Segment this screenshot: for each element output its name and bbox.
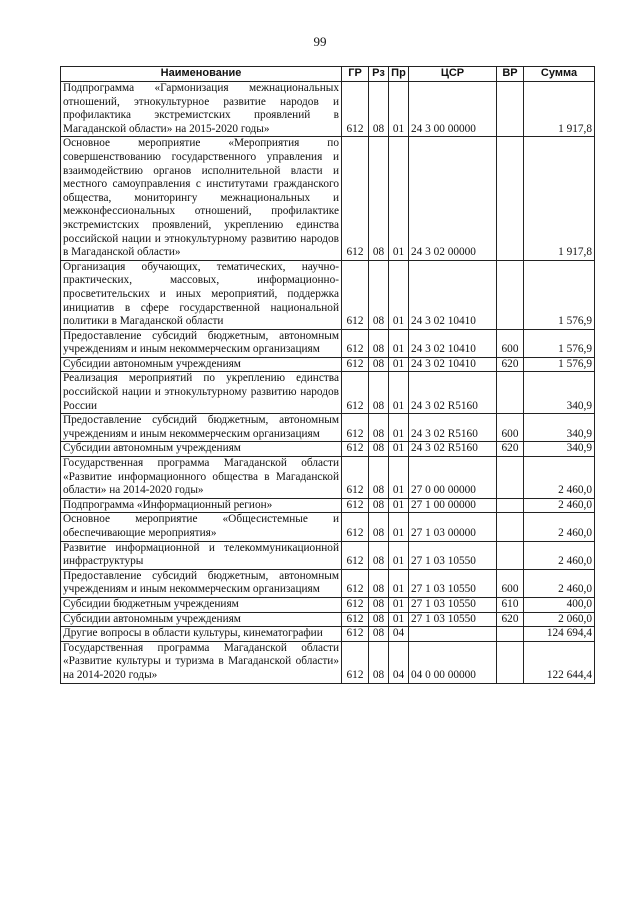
table-row	[61, 82, 595, 137]
cell-vr	[497, 541, 524, 569]
cell-pr: 01	[389, 137, 409, 260]
cell-rz: 08	[369, 513, 389, 541]
cell-gr: 612	[342, 260, 369, 329]
cell-sum: 1 917,8	[524, 137, 595, 260]
cell-name: Предоставление субсидий бюджетным, автономным учреждениям и иным некоммерческим организациям	[61, 569, 342, 597]
cell-pr: 01	[389, 541, 409, 569]
cell-csr: 24 3 02 10410	[409, 260, 497, 329]
header-pr: Пр	[389, 67, 409, 82]
cell-vr: 620	[497, 357, 524, 372]
cell-csr: 27 1 00 00000	[409, 498, 497, 513]
cell-sum: 2 460,0	[524, 457, 595, 499]
cell-gr: 612	[342, 541, 369, 569]
cell-pr: 01	[389, 329, 409, 357]
table-row	[61, 137, 595, 260]
cell-sum: 2 460,0	[524, 498, 595, 513]
table-row	[61, 260, 595, 329]
budget-table	[60, 66, 595, 684]
cell-sum: 340,9	[524, 414, 595, 442]
cell-sum: 340,9	[524, 372, 595, 414]
cell-gr: 612	[342, 137, 369, 260]
cell-vr	[497, 641, 524, 683]
cell-vr: 600	[497, 329, 524, 357]
cell-vr	[497, 137, 524, 260]
cell-rz: 08	[369, 597, 389, 612]
cell-gr: 612	[342, 641, 369, 683]
cell-sum: 1 576,9	[524, 357, 595, 372]
cell-name: Реализация мероприятий по укреплению единства российской нации и этнокультурному развитию народов России	[61, 372, 342, 414]
table-body	[61, 82, 595, 684]
cell-name: Подпрограмма «Информационный регион»	[61, 498, 342, 513]
cell-rz: 08	[369, 612, 389, 627]
cell-name: Подпрограмма «Гармонизация межнациональных отношений, этнокультурное развитие народов и профилактика экстремистских проявлений в Магаданской области» на 2015-2020 годы»	[61, 82, 342, 137]
cell-csr: 27 1 03 10550	[409, 541, 497, 569]
cell-sum: 2 060,0	[524, 612, 595, 627]
cell-csr: 27 1 03 00000	[409, 513, 497, 541]
cell-gr: 612	[342, 442, 369, 457]
cell-sum: 1 917,8	[524, 82, 595, 137]
cell-csr: 24 3 00 00000	[409, 82, 497, 137]
table-row	[61, 569, 595, 597]
cell-vr	[497, 372, 524, 414]
cell-gr: 612	[342, 372, 369, 414]
cell-vr	[497, 513, 524, 541]
cell-rz: 08	[369, 641, 389, 683]
cell-vr	[497, 498, 524, 513]
cell-name: Субсидии автономным учреждениям	[61, 612, 342, 627]
cell-rz: 08	[369, 442, 389, 457]
header-sum: Сумма	[524, 67, 595, 82]
cell-sum: 124 694,4	[524, 627, 595, 642]
header-name: Наименование	[61, 67, 342, 82]
cell-sum: 1 576,9	[524, 329, 595, 357]
cell-csr: 27 1 03 10550	[409, 569, 497, 597]
cell-gr: 612	[342, 414, 369, 442]
cell-vr	[497, 627, 524, 642]
cell-vr	[497, 260, 524, 329]
cell-pr: 01	[389, 597, 409, 612]
table-row	[61, 457, 595, 499]
cell-csr: 24 3 02 R5160	[409, 372, 497, 414]
cell-gr: 612	[342, 569, 369, 597]
cell-rz: 08	[369, 627, 389, 642]
table-row	[61, 541, 595, 569]
cell-csr: 27 1 03 10550	[409, 612, 497, 627]
cell-gr: 612	[342, 329, 369, 357]
cell-gr: 612	[342, 457, 369, 499]
cell-pr: 01	[389, 82, 409, 137]
cell-vr: 620	[497, 612, 524, 627]
cell-name: Государственная программа Магаданской области «Развитие культуры и туризма в Магаданской области» на 2014-2020 годы»	[61, 641, 342, 683]
cell-gr: 612	[342, 513, 369, 541]
cell-sum: 2 460,0	[524, 569, 595, 597]
cell-name: Субсидии автономным учреждениям	[61, 442, 342, 457]
table-row	[61, 627, 595, 642]
table-row	[61, 414, 595, 442]
cell-sum: 400,0	[524, 597, 595, 612]
table-row	[61, 498, 595, 513]
cell-sum: 2 460,0	[524, 513, 595, 541]
table-row	[61, 612, 595, 627]
cell-pr: 01	[389, 498, 409, 513]
cell-vr: 620	[497, 442, 524, 457]
cell-csr: 27 0 00 00000	[409, 457, 497, 499]
cell-name: Основное мероприятие «Общесистемные и обеспечивающие мероприятия»	[61, 513, 342, 541]
cell-pr: 01	[389, 612, 409, 627]
cell-rz: 08	[369, 457, 389, 499]
cell-rz: 08	[369, 372, 389, 414]
cell-gr: 612	[342, 612, 369, 627]
cell-csr: 24 3 02 R5160	[409, 442, 497, 457]
table-row	[61, 597, 595, 612]
cell-pr: 01	[389, 414, 409, 442]
cell-rz: 08	[369, 357, 389, 372]
cell-pr: 01	[389, 457, 409, 499]
cell-rz: 08	[369, 260, 389, 329]
cell-gr: 612	[342, 597, 369, 612]
cell-gr: 612	[342, 498, 369, 513]
header-vr: ВР	[497, 67, 524, 82]
cell-pr: 01	[389, 260, 409, 329]
table-row	[61, 641, 595, 683]
cell-name: Другие вопросы в области культуры, кинематографии	[61, 627, 342, 642]
cell-vr: 600	[497, 569, 524, 597]
cell-sum: 2 460,0	[524, 541, 595, 569]
cell-pr: 01	[389, 372, 409, 414]
cell-gr: 612	[342, 82, 369, 137]
cell-vr: 600	[497, 414, 524, 442]
table-row	[61, 357, 595, 372]
cell-rz: 08	[369, 541, 389, 569]
cell-name: Субсидии автономным учреждениям	[61, 357, 342, 372]
cell-csr: 24 3 02 R5160	[409, 414, 497, 442]
cell-gr: 612	[342, 357, 369, 372]
cell-name: Развитие информационной и телекоммуникационной инфраструктуры	[61, 541, 342, 569]
cell-sum: 122 644,4	[524, 641, 595, 683]
cell-pr: 01	[389, 569, 409, 597]
cell-rz: 08	[369, 498, 389, 513]
table-row	[61, 329, 595, 357]
cell-vr	[497, 457, 524, 499]
cell-rz: 08	[369, 329, 389, 357]
cell-rz: 08	[369, 82, 389, 137]
cell-sum: 1 576,9	[524, 260, 595, 329]
cell-sum: 340,9	[524, 442, 595, 457]
cell-gr: 612	[342, 627, 369, 642]
header-csr: ЦСР	[409, 67, 497, 82]
page-number: 99	[313, 34, 327, 49]
cell-rz: 08	[369, 414, 389, 442]
table-row	[61, 513, 595, 541]
cell-name: Предоставление субсидий бюджетным, автономным учреждениям и иным некоммерческим организациям	[61, 414, 342, 442]
cell-name: Организация обучающих, тематических, научно-практических, массовых, информационно-просветительских и иных мероприятий, поддержка инициатив в сфере государственной национальной политики в Магаданской области	[61, 260, 342, 329]
table-header-row	[61, 67, 595, 82]
table-row	[61, 372, 595, 414]
table-row	[61, 442, 595, 457]
cell-csr: 24 3 02 00000	[409, 137, 497, 260]
cell-rz: 08	[369, 137, 389, 260]
cell-csr: 24 3 02 10410	[409, 357, 497, 372]
cell-rz: 08	[369, 569, 389, 597]
cell-csr: 24 3 02 10410	[409, 329, 497, 357]
cell-csr: 27 1 03 10550	[409, 597, 497, 612]
cell-pr: 01	[389, 442, 409, 457]
cell-name: Государственная программа Магаданской области «Развитие информационного общества в Магаданской области» на 2014-2020 годы»	[61, 457, 342, 499]
cell-pr: 04	[389, 627, 409, 642]
cell-csr	[409, 627, 497, 642]
cell-name: Субсидии бюджетным учреждениям	[61, 597, 342, 612]
cell-pr: 01	[389, 357, 409, 372]
header-rz: Рз	[369, 67, 389, 82]
cell-pr: 01	[389, 513, 409, 541]
cell-name: Предоставление субсидий бюджетным, автономным учреждениям и иным некоммерческим организациям	[61, 329, 342, 357]
cell-vr	[497, 82, 524, 137]
cell-vr: 610	[497, 597, 524, 612]
cell-name: Основное мероприятие «Мероприятия по совершенствованию государственного управления и взаимодействию органов исполнительной власти и местного самоуправления с институтами гражданского общества, мониторингу межнациональных и межконфессиональных отношений, профилактике экстремистских проявлений, укреплению единства российской нации и этнокультурному развитию народов в Магаданской области»	[61, 137, 342, 260]
cell-pr: 04	[389, 641, 409, 683]
cell-csr: 04 0 00 00000	[409, 641, 497, 683]
header-gr: ГР	[342, 67, 369, 82]
